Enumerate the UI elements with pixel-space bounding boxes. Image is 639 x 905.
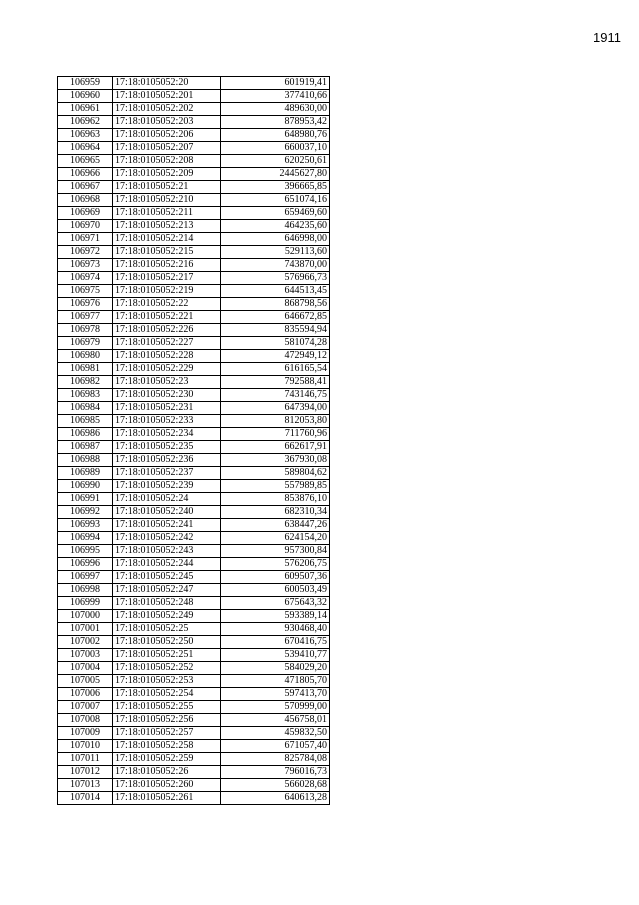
cadastral-number-cell: 17:18:0105052:20	[113, 77, 221, 90]
cadastral-number-cell: 17:18:0105052:219	[113, 285, 221, 298]
cadastral-number-cell: 17:18:0105052:216	[113, 259, 221, 272]
value-cell: 682310,34	[221, 506, 330, 519]
cadastral-number-cell: 17:18:0105052:214	[113, 233, 221, 246]
cadastral-number-cell: 17:18:0105052:231	[113, 402, 221, 415]
cadastral-number-cell: 17:18:0105052:25	[113, 623, 221, 636]
value-cell: 868798,56	[221, 298, 330, 311]
table-row	[58, 636, 330, 649]
table-row	[58, 155, 330, 168]
table-row	[58, 597, 330, 610]
value-cell: 644513,45	[221, 285, 330, 298]
table-row	[58, 194, 330, 207]
table-row	[58, 662, 330, 675]
cadastral-number-cell: 17:18:0105052:209	[113, 168, 221, 181]
table-row	[58, 727, 330, 740]
table-row	[58, 610, 330, 623]
cadastral-number-cell: 17:18:0105052:259	[113, 753, 221, 766]
table-row	[58, 259, 330, 272]
row-number-cell: 106986	[58, 428, 113, 441]
value-cell: 671057,40	[221, 740, 330, 753]
row-number-cell: 106973	[58, 259, 113, 272]
value-cell: 367930,08	[221, 454, 330, 467]
value-cell: 651074,16	[221, 194, 330, 207]
row-number-cell: 106968	[58, 194, 113, 207]
value-cell: 597413,70	[221, 688, 330, 701]
table-row	[58, 779, 330, 792]
cadastral-number-cell: 17:18:0105052:242	[113, 532, 221, 545]
table-row	[58, 467, 330, 480]
row-number-cell: 106985	[58, 415, 113, 428]
cadastral-number-cell: 17:18:0105052:213	[113, 220, 221, 233]
table-row	[58, 766, 330, 779]
value-cell: 853876,10	[221, 493, 330, 506]
cadastral-number-cell: 17:18:0105052:21	[113, 181, 221, 194]
row-number-cell: 107000	[58, 610, 113, 623]
value-cell: 675643,32	[221, 597, 330, 610]
cadastral-number-cell: 17:18:0105052:201	[113, 90, 221, 103]
row-number-cell: 106966	[58, 168, 113, 181]
cadastral-number-cell: 17:18:0105052:261	[113, 792, 221, 805]
value-cell: 584029,20	[221, 662, 330, 675]
table-row	[58, 688, 330, 701]
table-row	[58, 389, 330, 402]
row-number-cell: 106982	[58, 376, 113, 389]
cadastral-number-cell: 17:18:0105052:235	[113, 441, 221, 454]
value-cell: 570999,00	[221, 701, 330, 714]
value-cell: 472949,12	[221, 350, 330, 363]
cadastral-number-cell: 17:18:0105052:257	[113, 727, 221, 740]
table-row	[58, 714, 330, 727]
cadastral-number-cell: 17:18:0105052:208	[113, 155, 221, 168]
value-cell: 659469,60	[221, 207, 330, 220]
table-row	[58, 454, 330, 467]
table-row	[58, 129, 330, 142]
value-cell: 957300,84	[221, 545, 330, 558]
row-number-cell: 106965	[58, 155, 113, 168]
table-row	[58, 77, 330, 90]
row-number-cell: 106995	[58, 545, 113, 558]
cadastral-number-cell: 17:18:0105052:211	[113, 207, 221, 220]
table-row	[58, 740, 330, 753]
cadastral-number-cell: 17:18:0105052:236	[113, 454, 221, 467]
table-row	[58, 571, 330, 584]
row-number-cell: 106999	[58, 597, 113, 610]
page-number: 1911	[593, 30, 621, 45]
row-number-cell: 106978	[58, 324, 113, 337]
row-number-cell: 106979	[58, 337, 113, 350]
row-number-cell: 106972	[58, 246, 113, 259]
cadastral-number-cell: 17:18:0105052:239	[113, 480, 221, 493]
table-row	[58, 233, 330, 246]
table-row	[58, 584, 330, 597]
cadastral-number-cell: 17:18:0105052:247	[113, 584, 221, 597]
cadastral-number-cell: 17:18:0105052:245	[113, 571, 221, 584]
table-row	[58, 116, 330, 129]
table-row	[58, 623, 330, 636]
value-cell: 576966,73	[221, 272, 330, 285]
table-row	[58, 246, 330, 259]
value-cell: 878953,42	[221, 116, 330, 129]
table-row	[58, 142, 330, 155]
row-number-cell: 106983	[58, 389, 113, 402]
table-row	[58, 792, 330, 805]
row-number-cell: 107008	[58, 714, 113, 727]
value-cell: 638447,26	[221, 519, 330, 532]
value-cell: 825784,08	[221, 753, 330, 766]
value-cell: 593389,14	[221, 610, 330, 623]
table-row	[58, 493, 330, 506]
value-cell: 539410,77	[221, 649, 330, 662]
cadastral-number-cell: 17:18:0105052:226	[113, 324, 221, 337]
row-number-cell: 106969	[58, 207, 113, 220]
row-number-cell: 106987	[58, 441, 113, 454]
cadastral-number-cell: 17:18:0105052:24	[113, 493, 221, 506]
value-cell: 647394,00	[221, 402, 330, 415]
row-number-cell: 106992	[58, 506, 113, 519]
cadastral-number-cell: 17:18:0105052:230	[113, 389, 221, 402]
value-cell: 471805,70	[221, 675, 330, 688]
row-number-cell: 107011	[58, 753, 113, 766]
table-row	[58, 207, 330, 220]
cadastral-number-cell: 17:18:0105052:210	[113, 194, 221, 207]
table-row	[58, 285, 330, 298]
row-number-cell: 106975	[58, 285, 113, 298]
cadastral-number-cell: 17:18:0105052:203	[113, 116, 221, 129]
value-cell: 670416,75	[221, 636, 330, 649]
table-row	[58, 415, 330, 428]
cadastral-number-cell: 17:18:0105052:233	[113, 415, 221, 428]
cadastral-number-cell: 17:18:0105052:23	[113, 376, 221, 389]
cadastral-value-table	[57, 76, 330, 805]
value-cell: 396665,85	[221, 181, 330, 194]
table-row	[58, 337, 330, 350]
table-row	[58, 376, 330, 389]
row-number-cell: 106994	[58, 532, 113, 545]
cadastral-number-cell: 17:18:0105052:248	[113, 597, 221, 610]
row-number-cell: 106959	[58, 77, 113, 90]
row-number-cell: 107010	[58, 740, 113, 753]
row-number-cell: 107001	[58, 623, 113, 636]
value-cell: 589804,62	[221, 467, 330, 480]
row-number-cell: 106960	[58, 90, 113, 103]
row-number-cell: 107013	[58, 779, 113, 792]
value-cell: 743146,75	[221, 389, 330, 402]
row-number-cell: 107005	[58, 675, 113, 688]
value-cell: 529113,60	[221, 246, 330, 259]
row-number-cell: 107003	[58, 649, 113, 662]
cadastral-number-cell: 17:18:0105052:252	[113, 662, 221, 675]
value-cell: 566028,68	[221, 779, 330, 792]
table-row	[58, 480, 330, 493]
value-cell: 489630,00	[221, 103, 330, 116]
table-row	[58, 506, 330, 519]
table-row	[58, 519, 330, 532]
table-row	[58, 324, 330, 337]
table-row	[58, 181, 330, 194]
value-cell: 2445627,80	[221, 168, 330, 181]
cadastral-number-cell: 17:18:0105052:234	[113, 428, 221, 441]
table-row	[58, 701, 330, 714]
row-number-cell: 107014	[58, 792, 113, 805]
value-cell: 662617,91	[221, 441, 330, 454]
cadastral-number-cell: 17:18:0105052:244	[113, 558, 221, 571]
value-cell: 620250,61	[221, 155, 330, 168]
cadastral-number-cell: 17:18:0105052:227	[113, 337, 221, 350]
row-number-cell: 106964	[58, 142, 113, 155]
cadastral-number-cell: 17:18:0105052:22	[113, 298, 221, 311]
row-number-cell: 106970	[58, 220, 113, 233]
cadastral-number-cell: 17:18:0105052:217	[113, 272, 221, 285]
cadastral-number-cell: 17:18:0105052:26	[113, 766, 221, 779]
value-cell: 711760,96	[221, 428, 330, 441]
row-number-cell: 107012	[58, 766, 113, 779]
table-row	[58, 532, 330, 545]
table-row	[58, 441, 330, 454]
table-row	[58, 298, 330, 311]
value-cell: 456758,01	[221, 714, 330, 727]
cadastral-number-cell: 17:18:0105052:202	[113, 103, 221, 116]
table-row	[58, 272, 330, 285]
cadastral-number-cell: 17:18:0105052:207	[113, 142, 221, 155]
table-row	[58, 90, 330, 103]
row-number-cell: 106984	[58, 402, 113, 415]
cadastral-number-cell: 17:18:0105052:254	[113, 688, 221, 701]
value-cell: 616165,54	[221, 363, 330, 376]
cadastral-number-cell: 17:18:0105052:243	[113, 545, 221, 558]
table-row	[58, 350, 330, 363]
cadastral-number-cell: 17:18:0105052:206	[113, 129, 221, 142]
value-cell: 930468,40	[221, 623, 330, 636]
table-row	[58, 168, 330, 181]
cadastral-number-cell: 17:18:0105052:260	[113, 779, 221, 792]
row-number-cell: 106989	[58, 467, 113, 480]
cadastral-number-cell: 17:18:0105052:251	[113, 649, 221, 662]
row-number-cell: 107009	[58, 727, 113, 740]
row-number-cell: 106991	[58, 493, 113, 506]
value-cell: 576206,75	[221, 558, 330, 571]
row-number-cell: 106977	[58, 311, 113, 324]
table-row	[58, 220, 330, 233]
table-row	[58, 363, 330, 376]
table-row	[58, 311, 330, 324]
row-number-cell: 106993	[58, 519, 113, 532]
row-number-cell: 106988	[58, 454, 113, 467]
row-number-cell: 106980	[58, 350, 113, 363]
value-cell: 743870,00	[221, 259, 330, 272]
cadastral-number-cell: 17:18:0105052:240	[113, 506, 221, 519]
row-number-cell: 106976	[58, 298, 113, 311]
row-number-cell: 107002	[58, 636, 113, 649]
table-row	[58, 558, 330, 571]
row-number-cell: 106974	[58, 272, 113, 285]
value-cell: 557989,85	[221, 480, 330, 493]
cadastral-number-cell: 17:18:0105052:229	[113, 363, 221, 376]
value-cell: 459832,50	[221, 727, 330, 740]
value-cell: 640613,28	[221, 792, 330, 805]
value-cell: 600503,49	[221, 584, 330, 597]
value-cell: 581074,28	[221, 337, 330, 350]
cadastral-number-cell: 17:18:0105052:237	[113, 467, 221, 480]
value-cell: 646672,85	[221, 311, 330, 324]
row-number-cell: 106990	[58, 480, 113, 493]
table-row	[58, 675, 330, 688]
value-cell: 646998,00	[221, 233, 330, 246]
row-number-cell: 106996	[58, 558, 113, 571]
cadastral-number-cell: 17:18:0105052:256	[113, 714, 221, 727]
value-cell: 796016,73	[221, 766, 330, 779]
row-number-cell: 106998	[58, 584, 113, 597]
row-number-cell: 106962	[58, 116, 113, 129]
row-number-cell: 106967	[58, 181, 113, 194]
row-number-cell: 106963	[58, 129, 113, 142]
table-row	[58, 545, 330, 558]
value-cell: 648980,76	[221, 129, 330, 142]
cadastral-number-cell: 17:18:0105052:250	[113, 636, 221, 649]
table-row	[58, 402, 330, 415]
value-cell: 660037,10	[221, 142, 330, 155]
cadastral-number-cell: 17:18:0105052:255	[113, 701, 221, 714]
row-number-cell: 106971	[58, 233, 113, 246]
row-number-cell: 107004	[58, 662, 113, 675]
table-body	[58, 77, 330, 805]
row-number-cell: 106997	[58, 571, 113, 584]
cadastral-number-cell: 17:18:0105052:228	[113, 350, 221, 363]
row-number-cell: 107007	[58, 701, 113, 714]
value-cell: 609507,36	[221, 571, 330, 584]
cadastral-number-cell: 17:18:0105052:249	[113, 610, 221, 623]
cadastral-number-cell: 17:18:0105052:215	[113, 246, 221, 259]
value-cell: 812053,80	[221, 415, 330, 428]
value-cell: 601919,41	[221, 77, 330, 90]
cadastral-number-cell: 17:18:0105052:221	[113, 311, 221, 324]
table-row	[58, 753, 330, 766]
row-number-cell: 106961	[58, 103, 113, 116]
row-number-cell: 106981	[58, 363, 113, 376]
cadastral-number-cell: 17:18:0105052:258	[113, 740, 221, 753]
table-row	[58, 649, 330, 662]
value-cell: 792588,41	[221, 376, 330, 389]
value-cell: 377410,66	[221, 90, 330, 103]
value-cell: 464235,60	[221, 220, 330, 233]
table-row	[58, 103, 330, 116]
table-row	[58, 428, 330, 441]
value-cell: 624154,20	[221, 532, 330, 545]
row-number-cell: 107006	[58, 688, 113, 701]
cadastral-number-cell: 17:18:0105052:241	[113, 519, 221, 532]
cadastral-number-cell: 17:18:0105052:253	[113, 675, 221, 688]
value-cell: 835594,94	[221, 324, 330, 337]
